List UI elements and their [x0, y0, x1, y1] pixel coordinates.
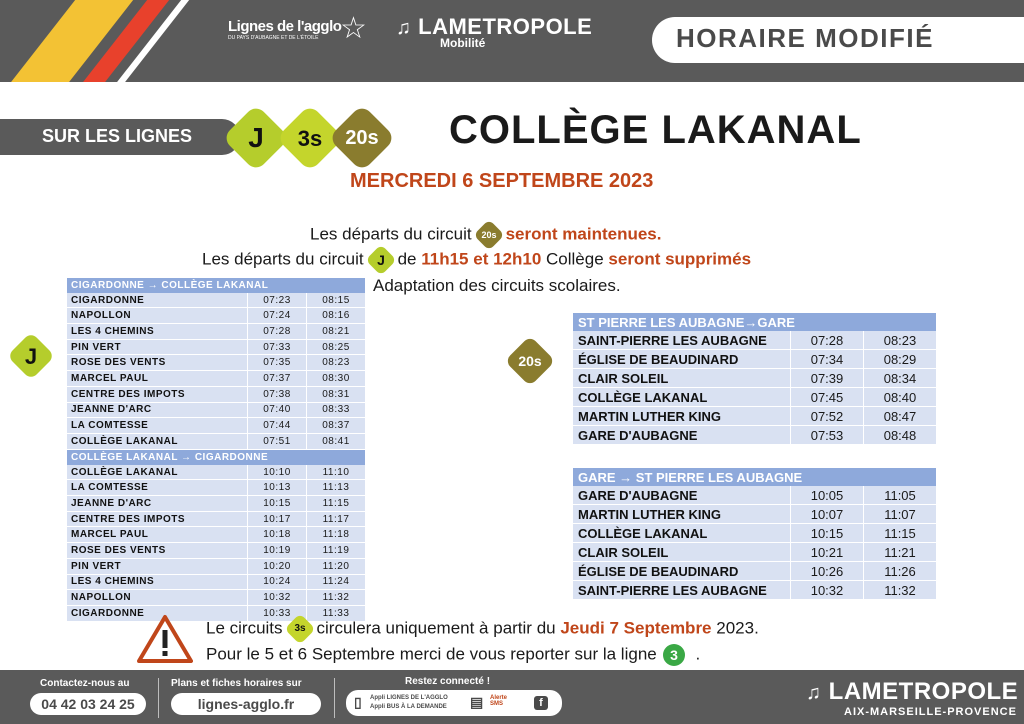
timetable-row [573, 407, 936, 426]
stop-name: CLAIR SOLEIL [573, 369, 791, 388]
timetable-j-return [67, 450, 365, 622]
stop-name: GARE D'AUBAGNE [573, 426, 791, 445]
side-badge-j-label: J [24, 344, 38, 369]
inline-badge-line-3-label: 3 [669, 647, 678, 663]
departure-time: 10:17 [248, 511, 307, 527]
inline-badge-3s-label: 3s [293, 623, 306, 634]
message-2-status: seront supprimés [608, 249, 752, 269]
timetable-row [67, 496, 365, 512]
side-badge-20s-label: 20s [518, 353, 542, 369]
departure-time: 07:35 [248, 355, 307, 371]
departure-time: 08:30 [307, 371, 366, 387]
departure-time: 07:40 [248, 402, 307, 418]
timetable-row [67, 574, 365, 590]
departure-time: 11:15 [864, 524, 937, 543]
stop-name: SAINT-PIERRE LES AUBAGNE [573, 581, 791, 600]
lines-label: SUR LES LIGNES [42, 126, 193, 146]
page-title: COLLÈGE LAKANAL [449, 108, 862, 152]
departure-time: 08:34 [864, 369, 937, 388]
departure-time: 08:40 [864, 388, 937, 407]
sms-alert-line-1: Alerte [490, 695, 508, 701]
departure-time: 11:10 [307, 465, 366, 480]
stop-name: ROSE DES VENTS [67, 355, 248, 371]
timetable-header: COLLÈGE LAKANAL → CIGARDONNE [67, 450, 365, 465]
timetable-row [67, 527, 365, 543]
timetable-row [67, 590, 365, 606]
departure-time: 08:25 [307, 339, 366, 355]
app-bus-demande-link[interactable]: Appli BUS À LA DEMANDE [370, 704, 447, 710]
departure-time: 07:37 [248, 371, 307, 387]
departure-time: 10:15 [791, 524, 864, 543]
timetable-row [67, 433, 365, 449]
departure-time: 10:20 [248, 558, 307, 574]
message-line-1 [310, 224, 661, 246]
departure-time: 08:37 [307, 418, 366, 434]
warning-line-2 [206, 644, 700, 666]
message-2-de: de [397, 249, 417, 269]
warning-1-middle: circulera uniquement à partir du [316, 618, 556, 638]
departure-time: 10:10 [248, 465, 307, 480]
departure-time: 10:15 [248, 496, 307, 512]
timetable-20s-return [573, 468, 936, 600]
inline-badge-line-3 [658, 639, 689, 670]
facebook-icon[interactable]: f [534, 696, 548, 710]
departure-time: 11:15 [307, 496, 366, 512]
departure-time: 07:44 [248, 418, 307, 434]
departure-time: 08:48 [864, 426, 937, 445]
message-1-status: seront maintenues. [505, 224, 662, 244]
footer-divider [158, 678, 159, 718]
timetable-row [67, 355, 365, 371]
departure-time: 10:13 [248, 480, 307, 496]
stop-name: LES 4 CHEMINS [67, 324, 248, 340]
warning-1-year: 2023. [716, 618, 759, 638]
inline-badge-j-label: J [376, 252, 385, 268]
departure-time: 08:16 [307, 308, 366, 324]
stop-name: JEANNE D'ARC [67, 402, 248, 418]
departure-time: 11:19 [307, 543, 366, 559]
stop-name: LES 4 CHEMINS [67, 574, 248, 590]
departure-time: 07:39 [791, 369, 864, 388]
departure-time: 07:24 [248, 308, 307, 324]
timetable-row [67, 480, 365, 496]
timetable-row [573, 581, 936, 600]
stop-name: NAPOLLON [67, 590, 248, 606]
line-badge-20s-label: 20s [345, 127, 379, 149]
departure-time: 11:20 [307, 558, 366, 574]
inline-badge-20s [473, 219, 504, 250]
timetable-row [573, 369, 936, 388]
message-1-text: Les départs du circuit [310, 224, 472, 244]
departure-time: 11:07 [864, 505, 937, 524]
stop-name: SAINT-PIERRE LES AUBAGNE [573, 331, 791, 350]
timetable-header: ST PIERRE LES AUBAGNE→GARE [573, 313, 936, 331]
timetable-20s-outbound [573, 313, 936, 445]
banner-title: HORAIRE MODIFIÉ [676, 23, 934, 53]
message-2-text: Les départs du circuit [202, 249, 364, 269]
timetable-row [67, 339, 365, 355]
departure-time: 07:28 [248, 324, 307, 340]
connect-label: Restez connecté ! [405, 676, 491, 687]
timetable-row [67, 371, 365, 387]
departure-time: 10:19 [248, 543, 307, 559]
stop-name: MARCEL PAUL [67, 371, 248, 387]
stop-name: JEANNE D'ARC [67, 496, 248, 512]
timetable-j-outbound [67, 278, 365, 450]
departure-time: 08:47 [864, 407, 937, 426]
departure-time: 08:21 [307, 324, 366, 340]
message-2-college: Collège [546, 249, 604, 269]
departure-time: 10:26 [791, 562, 864, 581]
mobilite-text: Mobilité [440, 36, 486, 50]
message-2-times: 11h15 et 12h10 [421, 249, 542, 269]
line-badge-j-label: J [248, 122, 264, 153]
timetable-row [67, 543, 365, 559]
metropole-mobilite-logo [396, 14, 592, 50]
departure-time: 10:05 [791, 486, 864, 505]
timetable-row [573, 543, 936, 562]
phone-icon: ▯ [354, 694, 362, 710]
metropole-footer-sub: AIX-MARSEILLE-PROVENCE [844, 706, 1017, 718]
stop-name: MARCEL PAUL [67, 527, 248, 543]
lignes-agglo-logo-text: Lignes de l'agglo [228, 18, 342, 35]
sms-icon: ▤ [470, 694, 484, 710]
stop-name: PIN VERT [67, 558, 248, 574]
stop-name: ÉGLISE DE BEAUDINARD [573, 350, 791, 369]
metropole-footer-text: LAMETROPOLE [828, 678, 1019, 705]
stop-name: NAPOLLON [67, 308, 248, 324]
departure-time: 11:13 [307, 480, 366, 496]
stop-name: CLAIR SOLEIL [573, 543, 791, 562]
timetable-row [67, 558, 365, 574]
timetable-row [67, 465, 365, 480]
departure-time: 08:29 [864, 350, 937, 369]
metropole-logo-icon: ♫ [396, 17, 412, 39]
stop-name: LA COMTESSE [67, 480, 248, 496]
departure-time: 10:18 [248, 527, 307, 543]
departure-time: 11:18 [307, 527, 366, 543]
departure-time: 07:34 [791, 350, 864, 369]
departure-time: 08:33 [307, 402, 366, 418]
line-badge-3s-label: 3s [297, 126, 323, 151]
app-lignes-link[interactable]: Appli LIGNES DE L'AGGLO [370, 695, 448, 701]
warning-1-text: Le circuits [206, 618, 283, 638]
stop-name: CIGARDONNE [67, 293, 248, 308]
departure-time: 07:33 [248, 339, 307, 355]
departure-time: 10:33 [248, 605, 307, 621]
stop-name: COLLÈGE LAKANAL [573, 388, 791, 407]
departure-time: 07:38 [248, 386, 307, 402]
stop-name: MARTIN LUTHER KING [573, 407, 791, 426]
lignes-agglo-tagline: DU PAYS D'AUBAGNE ET DE L'ÉTOILE [228, 35, 319, 41]
plans-label: Plans et fiches horaires sur [171, 678, 302, 689]
stop-name: ROSE DES VENTS [67, 543, 248, 559]
stop-name: COLLÈGE LAKANAL [67, 465, 248, 480]
sms-alert-line-2: SMS [490, 701, 504, 707]
timetable-row [573, 562, 936, 581]
timetable-row [67, 386, 365, 402]
message-line-2 [202, 249, 751, 271]
timetable-row [573, 486, 936, 505]
date-heading: MERCREDI 6 SEPTEMBRE 2023 [350, 170, 654, 192]
departure-time: 10:07 [791, 505, 864, 524]
lignes-agglo-logo [228, 18, 341, 41]
departure-time: 10:32 [791, 581, 864, 600]
timetable-row [573, 524, 936, 543]
timetable-header: CIGARDONNE → COLLÈGE LAKANAL [67, 278, 365, 293]
timetable-header: GARE → ST PIERRE LES AUBAGNE [573, 468, 936, 486]
timetable-row [67, 324, 365, 340]
departure-time: 11:26 [864, 562, 937, 581]
departure-time: 11:33 [307, 605, 366, 621]
metropole-logo-text: LAMETROPOLE [418, 14, 593, 39]
departure-time: 07:23 [248, 293, 307, 308]
warning-2-end: . [695, 644, 701, 664]
timetable-row [67, 293, 365, 308]
departure-time: 10:21 [791, 543, 864, 562]
metropole-footer-logo [806, 678, 1018, 718]
inline-badge-j [365, 244, 396, 275]
departure-time: 07:51 [248, 433, 307, 449]
timetable-row [573, 331, 936, 350]
phone-number[interactable]: 04 42 03 24 25 [30, 693, 146, 715]
departure-time: 08:15 [307, 293, 366, 308]
departure-time: 08:41 [307, 433, 366, 449]
departure-time: 08:23 [307, 355, 366, 371]
timetable-row [67, 511, 365, 527]
departure-time: 07:45 [791, 388, 864, 407]
stop-name: MARTIN LUTHER KING [573, 505, 791, 524]
warning-2-text: Pour le 5 et 6 Septembre merci de vous reporter sur la ligne [206, 644, 657, 664]
apps-pill [346, 690, 562, 716]
warning-triangle-icon [137, 614, 193, 664]
stop-name: ÉGLISE DE BEAUDINARD [573, 562, 791, 581]
departure-time: 08:31 [307, 386, 366, 402]
timetable-row [573, 388, 936, 407]
departure-time: 11:17 [307, 511, 366, 527]
stop-name: COLLÈGE LAKANAL [67, 433, 248, 449]
sms-alert-link[interactable] [490, 695, 507, 707]
departure-time: 11:21 [864, 543, 937, 562]
metropole-footer-icon: ♫ [806, 682, 822, 704]
footer-divider [334, 678, 335, 718]
stop-name: CIGARDONNE [67, 605, 248, 621]
timetable-row [67, 402, 365, 418]
departure-time: 07:53 [791, 426, 864, 445]
stop-name: PIN VERT [67, 339, 248, 355]
departure-time: 08:23 [864, 331, 937, 350]
departure-time: 11:05 [864, 486, 937, 505]
message-line-3: Adaptation des circuits scolaires. [373, 276, 621, 295]
timetable-row [573, 426, 936, 445]
departure-time: 11:24 [307, 574, 366, 590]
star-logo-icon: ☆ [340, 12, 367, 45]
stop-name: COLLÈGE LAKANAL [573, 524, 791, 543]
departure-time: 07:52 [791, 407, 864, 426]
departure-time: 10:32 [248, 590, 307, 606]
stop-name: LA COMTESSE [67, 418, 248, 434]
website-link[interactable]: lignes-agglo.fr [171, 693, 321, 715]
stop-name: CENTRE DES IMPOTS [67, 386, 248, 402]
stop-name: GARE D'AUBAGNE [573, 486, 791, 505]
departure-time: 10:24 [248, 574, 307, 590]
timetable-row [573, 505, 936, 524]
departure-time: 11:32 [864, 581, 937, 600]
inline-badge-3s [284, 613, 315, 644]
stop-name: CENTRE DES IMPOTS [67, 511, 248, 527]
inline-badge-20s-label: 20s [481, 230, 497, 240]
departure-time: 11:32 [307, 590, 366, 606]
timetable-row [67, 308, 365, 324]
departure-time: 07:28 [791, 331, 864, 350]
timetable-row [573, 350, 936, 369]
warning-1-date: Jeudi 7 Septembre [560, 618, 712, 638]
timetable-row [67, 418, 365, 434]
contact-label: Contactez-nous au [40, 678, 130, 689]
warning-line-1 [206, 618, 759, 640]
